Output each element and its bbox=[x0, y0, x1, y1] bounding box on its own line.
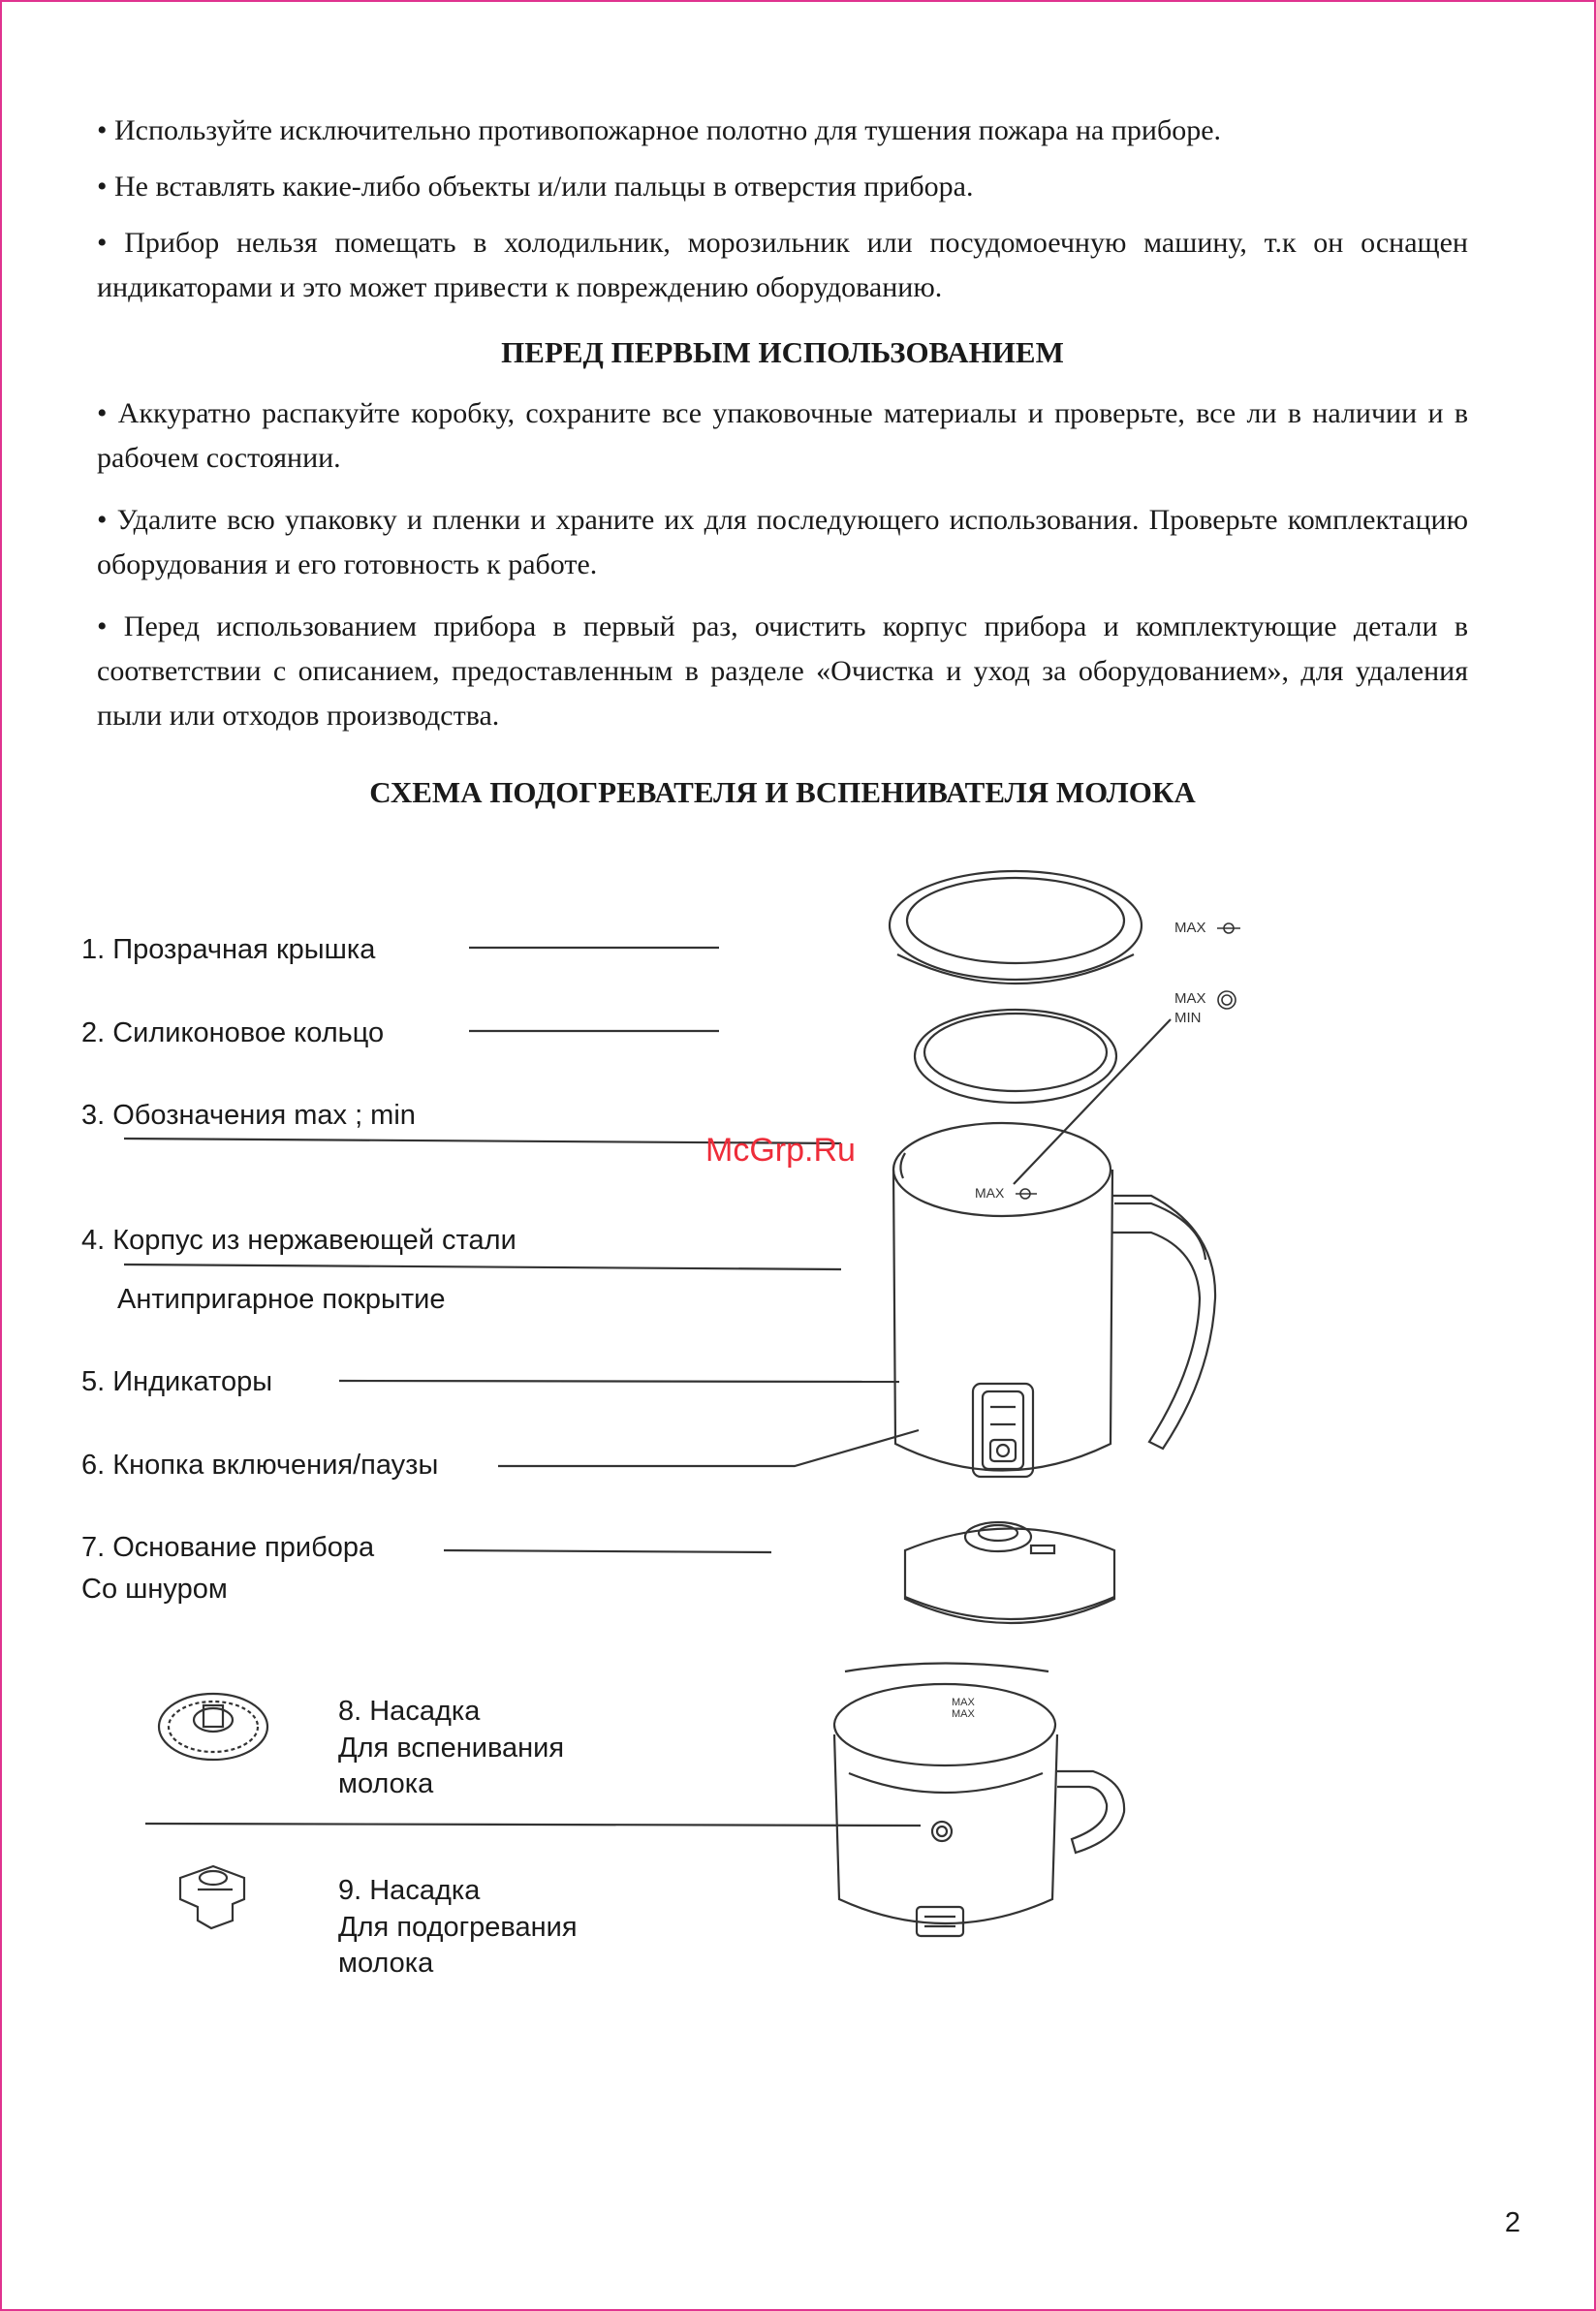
lid-max-mark: MAX bbox=[1174, 920, 1206, 936]
ring-mark-symbol-icon bbox=[1218, 991, 1236, 1009]
page-number: 2 bbox=[1504, 2207, 1520, 2238]
heating-nozzle-icon bbox=[180, 1866, 244, 1928]
top-view-max-mark-2: MAX bbox=[952, 1708, 975, 1720]
part-label-body: 4. Корпус из нержавеющей стали bbox=[81, 1225, 516, 1256]
whisk-nozzle-icon bbox=[159, 1694, 267, 1760]
nozzle-9-line3: молока bbox=[338, 1948, 434, 1979]
part-label-ring: 2. Силиконовое кольцо bbox=[81, 1017, 385, 1048]
part-label-coating: Антипригарное покрытие bbox=[117, 1284, 446, 1315]
nozzle-8-line3: молока bbox=[338, 1768, 434, 1799]
before-use-item-3: • Перед использованием прибора в первый раз, очистить корпус прибора и комплектующие детали в соответствии с описанием, предоставленным в разделе «Очистка и уход за оборудованием», для удаления пыли или отходов производства. bbox=[97, 610, 1468, 732]
part-label-base: 7. Основание прибора bbox=[81, 1532, 375, 1563]
transparent-lid bbox=[890, 871, 1142, 984]
jug-body bbox=[893, 1123, 1215, 1477]
leader-line-base bbox=[444, 1550, 771, 1552]
before-use-item-2: • Удалите всю упаковку и пленки и храните их для последующего использования. Проверьте комплектацию оборудования и его готовность к работе. bbox=[97, 504, 1468, 580]
jug-base bbox=[905, 1522, 1114, 1623]
leader-line-body bbox=[124, 1265, 841, 1269]
nozzle-9-title: 9. Насадка bbox=[338, 1875, 481, 1906]
nozzle-8-line2: Для вспенивания bbox=[338, 1733, 565, 1764]
part-label-button: 6. Кнопка включения/паузы bbox=[81, 1450, 439, 1481]
top-view-max-mark: MAX bbox=[952, 1697, 975, 1708]
leader-line-nozzle bbox=[145, 1824, 921, 1826]
part-label-indicators: 5. Индикаторы bbox=[81, 1366, 273, 1397]
watermark: McGrp.Ru bbox=[705, 1132, 856, 1169]
nozzle-8-title: 8. Насадка bbox=[338, 1696, 481, 1727]
part-label-lid: 1. Прозрачная крышка bbox=[81, 934, 376, 965]
leader-line-button bbox=[498, 1430, 919, 1466]
jug-top-view bbox=[834, 1664, 1124, 1937]
before-first-use-title: ПЕРЕД ПЕРВЫМ ИСПОЛЬЗОВАНИЕМ bbox=[501, 335, 1064, 369]
ring-min-mark: MIN bbox=[1174, 1010, 1202, 1026]
part-label-cord: Со шнуром bbox=[81, 1574, 228, 1605]
safety-item-3: • Прибор нельзя помещать в холодильник, морозильник или посудомоечную машину, т.к он оснащен индикаторами и это может привести к повреждению оборудованию. bbox=[97, 227, 1468, 303]
ring-max-mark: MAX bbox=[1174, 990, 1206, 1007]
silicone-ring bbox=[915, 1010, 1116, 1103]
before-use-item-1: • Аккуратно распакуйте коробку, сохраните все упаковочные материалы и проверьте, все ли в наличии и в рабочем состоянии. bbox=[97, 397, 1468, 474]
nozzle-9-line2: Для подогревания bbox=[338, 1912, 578, 1943]
safety-item-1: • Используйте исключительно противопожарное полотно для тушения пожара на приборе. bbox=[97, 114, 1222, 146]
leader-line-indicators bbox=[339, 1381, 899, 1382]
safety-item-2: • Не вставлять какие-либо объекты и/или пальцы в отверстия прибора. bbox=[97, 171, 974, 203]
body-max-mark: MAX bbox=[975, 1185, 1005, 1201]
diagram-title: СХЕМА ПОДОГРЕВАТЕЛЯ И ВСПЕНИВАТЕЛЯ МОЛОКА bbox=[369, 775, 1196, 809]
part-label-marks: 3. Обозначения max ; min bbox=[81, 1100, 416, 1131]
